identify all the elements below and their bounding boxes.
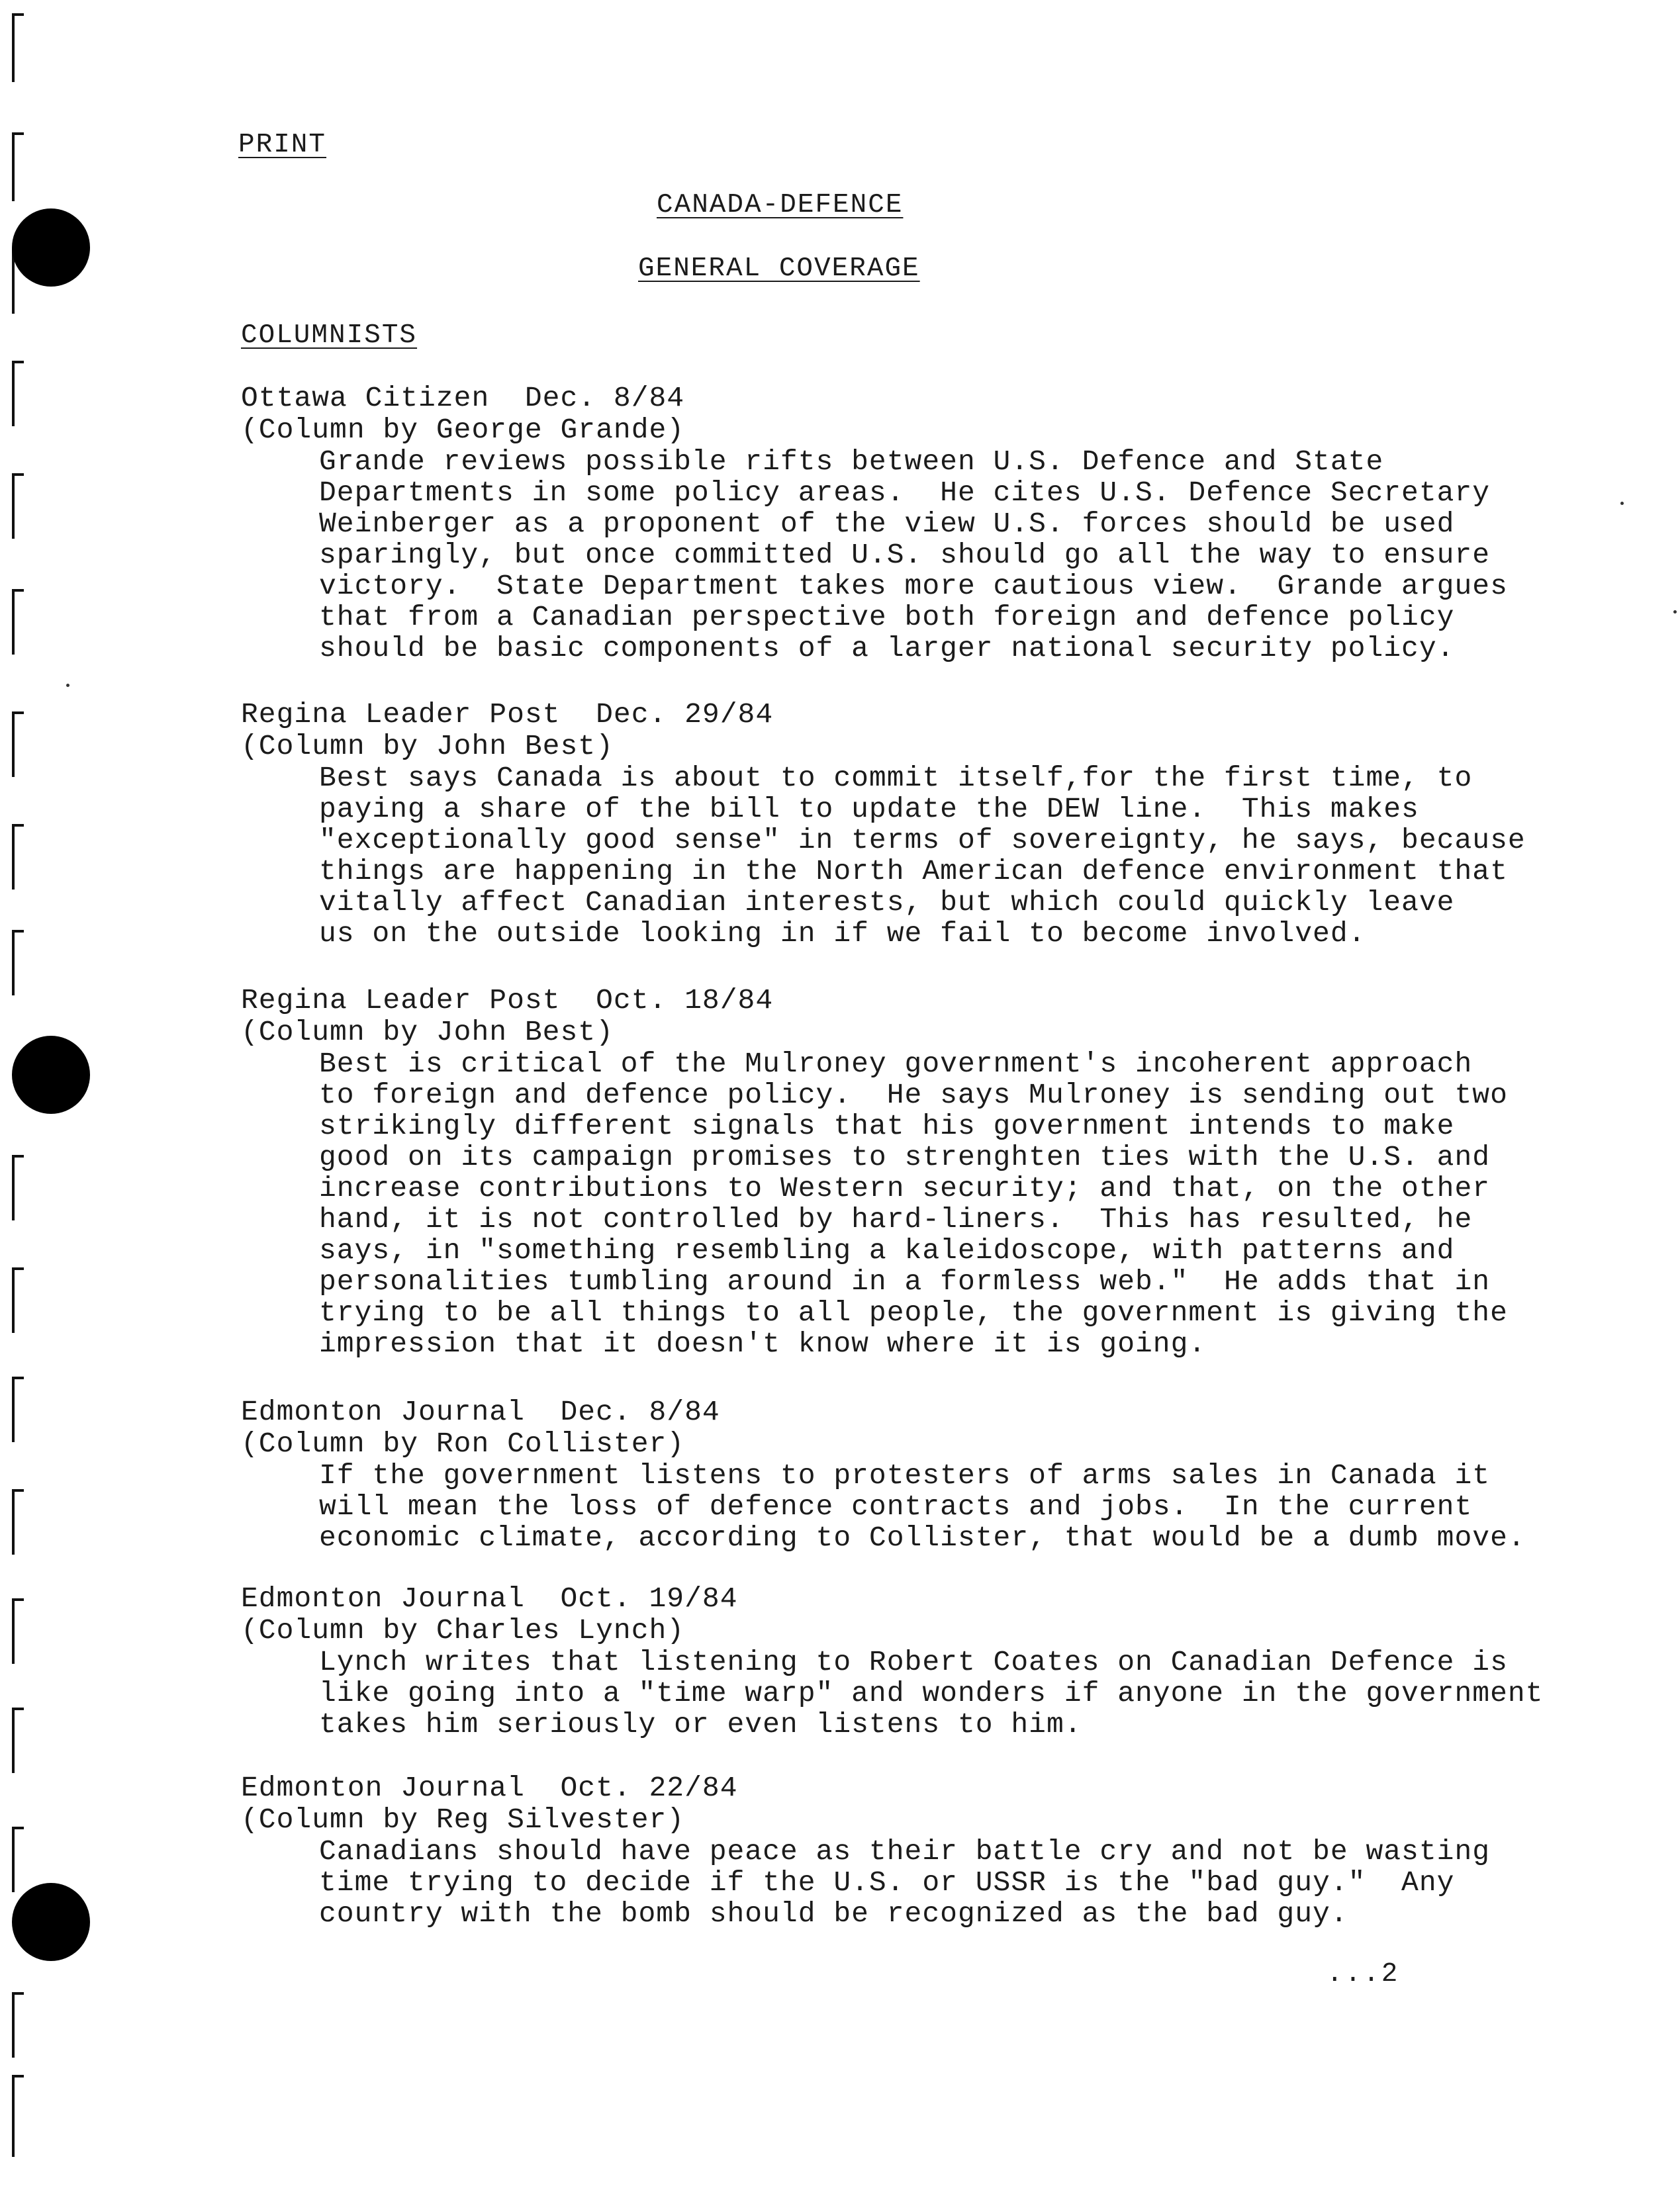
margin-bracket: [12, 589, 24, 655]
entry-source: Edmonton Journal Oct. 22/84: [241, 1772, 738, 1804]
print-label: PRINT: [238, 130, 327, 160]
margin-bracket: [12, 1708, 24, 1773]
margin-bracket: [12, 1489, 24, 1555]
entry-source: Edmonton Journal Oct. 19/84: [241, 1582, 738, 1615]
margin-bracket: [12, 1155, 24, 1220]
margin-bracket: [12, 1827, 24, 1892]
entry-source: Regina Leader Post Oct. 18/84: [241, 984, 774, 1017]
margin-bracket: [12, 824, 24, 890]
entry-byline: (Column by Ron Collister): [241, 1428, 685, 1460]
entry-summary: Canadians should have peace as their battle cry and not be wasting time trying to decide if the U.S. or USSR is the "bad guy." Any country with the bomb should be recognized as the bad guy.: [319, 1835, 1491, 1930]
entry-source: Ottawa Citizen Dec. 8/84: [241, 382, 685, 414]
column-entry: [241, 985, 1631, 1359]
page-continuation-marker: ...2: [1327, 1959, 1400, 1989]
margin-bracket: [12, 473, 24, 539]
scan-speck: [1673, 610, 1677, 614]
document-subtitle: GENERAL COVERAGE: [638, 253, 920, 284]
entry-byline: (Column by Reg Silvester): [241, 1804, 685, 1836]
punch-hole: [12, 208, 90, 287]
entry-byline: (Column by George Grande): [241, 414, 685, 446]
margin-bracket: [12, 1377, 24, 1442]
entry-byline: (Column by John Best): [241, 730, 614, 762]
section-heading: COLUMNISTS: [241, 320, 418, 351]
punch-hole: [12, 1036, 90, 1114]
column-entry: [241, 1772, 1631, 1929]
margin-bracket: [12, 1267, 24, 1333]
column-entry: [241, 1396, 1631, 1553]
entry-summary: Best says Canada is about to commit itself,for the first time, to paying a share of the bill to update the DEW line. This makes "exceptionally good sense" in terms of sovereignty, he says, because things are happening in the North American defence environment that vitally affect Canadian interests, but which could quickly leave us on the outside looking in if we fail to become involved.: [319, 762, 1526, 950]
margin-bracket: [12, 1598, 24, 1664]
entry-summary: Lynch writes that listening to Robert Coates on Canadian Defence is like going into a "time warp" and wonders if anyone in the government takes him seriously or even listens to him.: [319, 1646, 1544, 1741]
margin-bracket: [12, 13, 24, 82]
entry-source: Regina Leader Post Dec. 29/84: [241, 698, 774, 731]
entry-byline: (Column by John Best): [241, 1016, 614, 1048]
margin-bracket: [12, 361, 24, 426]
column-entry: [241, 699, 1631, 949]
margin-bracket: [12, 132, 24, 201]
document-title: CANADA-DEFENCE: [657, 190, 904, 220]
margin-bracket: [12, 711, 24, 777]
margin-bracket: [12, 930, 24, 995]
scan-speck: [66, 684, 70, 687]
punch-hole: [12, 1883, 90, 1961]
margin-bracket: [12, 1992, 24, 2058]
entry-summary: Best is critical of the Mulroney government's incoherent approach to foreign and defence policy. He says Mulroney is sending out two strikingly different signals that his government intends to make good on its campaign promises to strenghten ties with the U.S. and increase contributions to Western security; and that, on the other hand, it is not controlled by hard-liners. This has resulted, he says, in "something resembling a kaleidoscope, with patterns and personalities tumbling around in a formless web." He adds that in trying to be all things to all people, the government is giving the impression that it doesn't know where it is going.: [319, 1048, 1508, 1360]
column-entry: [241, 383, 1631, 664]
entry-summary: If the government listens to protesters of arms sales in Canada it will mean the loss of defence contracts and jobs. In the current economic climate, according to Collister, that would be a dumb move.: [319, 1459, 1526, 1554]
margin-bracket: [12, 2075, 24, 2157]
entry-summary: Grande reviews possible rifts between U.S. Defence and State Departments in some policy areas. He cites U.S. Defence Secretary Weinberger as a proponent of the view U.S. forces should be used sparingly, but once committed U.S. should go all the way to ensure victory. State Department takes more cautious view. Grande argues that from a Canadian perspective both foreign and defence policy should be basic components of a larger national security policy.: [319, 445, 1508, 664]
entry-byline: (Column by Charles Lynch): [241, 1614, 685, 1647]
entry-source: Edmonton Journal Dec. 8/84: [241, 1396, 720, 1428]
column-entry: [241, 1583, 1631, 1740]
